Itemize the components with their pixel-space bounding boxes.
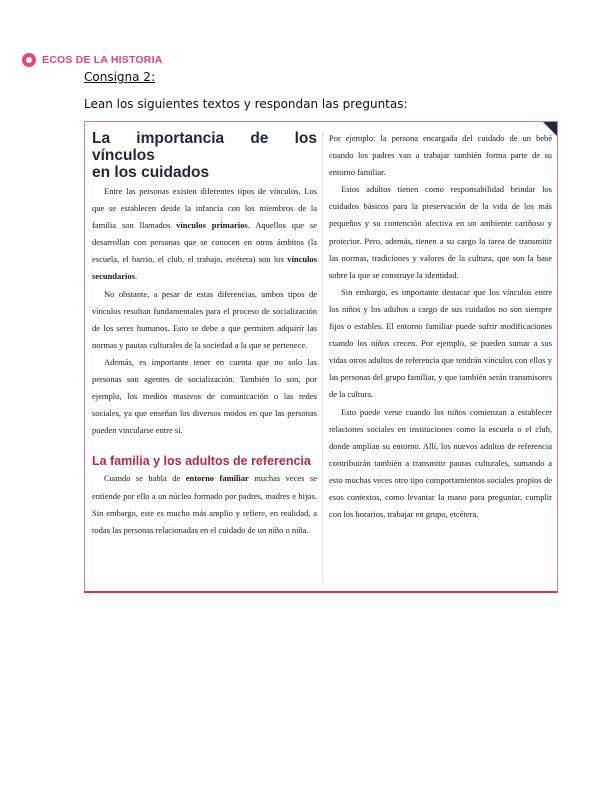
p1-text-d: .	[134, 271, 138, 282]
left-column	[92, 130, 317, 539]
paragraph-6: Estos adultos tienen como responsabilidad brindar los cuidados básicos para la preservación de la vida de los más pequeños y su contención afectiva en un ambiente cariñoso y protector. Pero, además, tienen a su cargo la tarea de transmitir las normas, tradiciones y valores de la cultura, que son la base sobre la que se construye la identidad.	[329, 184, 552, 280]
title-line-1: La importancia de los vínculos	[92, 130, 317, 164]
textbook-excerpt	[84, 121, 558, 593]
brand-name: ECOS DE LA HISTORIA	[42, 54, 163, 66]
consigna-label: Consigna 2:	[84, 70, 155, 84]
paragraph-8: Esto puede verse cuando los niños comienzan a establecer relaciones sociales en instituciones como la escuela o el club, donde amplían su entorno. Allí, los nuevos adultos de referencia contribuirán también a transmitir pautas culturales, sumando a esto muchas veces otro tipo comportamientos sociales propios de esos contextos, como levantar la mano para preguntar, cumplir con los horarios, trabajar en grupo, etcétera.	[329, 406, 552, 520]
paragraph-7: Sin embargo, es importante destacar que los vínculos entre los niños y los adultos a cargo de sus cuidados no son siempre fijos o estables. El entorno familiar puede sufrir modificaciones cuando los niños crecen. Por ejemplo, se pueden sumar a sus vidas otros adultos de referencia que tendrán vínculos con ellos y las personas del grupo familiar, y que también serán transmisores de la cultura.	[329, 286, 552, 400]
column-divider	[322, 132, 323, 581]
brand-logo-icon	[22, 53, 36, 67]
paragraph-1	[92, 183, 317, 286]
instruction-text: Lean los siguientes textos y respondan las preguntas:	[84, 97, 408, 111]
title-line-2: en los cuidados	[92, 164, 210, 181]
paragraph-3: Además, es importante tener en cuenta que no solo las personas son agentes de socialización. También lo son, por ejemplo, los medios masivos de comunicación o las redes sociales, ya que enseñan los diversos modos en que las personas pueden vincularse entre sí.	[92, 356, 317, 436]
article-title	[92, 130, 317, 181]
paragraph-4	[92, 470, 317, 538]
p4-text-a: Cuando se habla de	[104, 473, 186, 484]
paragraph-5: Por ejemplo: la persona encargada del cuidado de un bebé cuando los padres van a trabajar también forma parte de su entorno familiar.	[329, 133, 552, 178]
p4-text-c: muchas veces se entiende por ello a un núcleo formado por padres, madres e hijos. Sin embargo, este es mucho más amplio y refiere, en realidad, a todas las personas relacionadas en el cuidado de un niño o niña.	[92, 473, 318, 535]
brand-header	[22, 53, 162, 67]
p1-text-a: Entre las personas existen diferentes tipos de vínculos. Los que se establecen desde la infancia con los miembros de la familia son llamados	[92, 186, 317, 231]
p1-text-c: . Aquellos que se desarrollan con personas que se conocen en otros ámbitos (la escuela, el barrio, el club, el trabajo, etcétera) son los	[92, 220, 317, 265]
term-entorno-familiar: entorno familiar	[185, 473, 249, 484]
right-column	[329, 130, 552, 523]
term-vinculos-primarios: vínculos primarios	[176, 220, 248, 231]
section-subtitle: La familia y los adultos de referencia	[92, 454, 311, 469]
paragraph-2: No obstante, a pesar de estas diferencias, ambos tipos de vínculos resultan fundamentales para el proceso de socialización de los seres humanos. Esto se debe a que permiten adquirir las normas y pautas culturales de la sociedad a la que se pertenece.	[92, 288, 317, 350]
term-vinculos-secundarios: vínculos secundarios	[92, 254, 317, 282]
